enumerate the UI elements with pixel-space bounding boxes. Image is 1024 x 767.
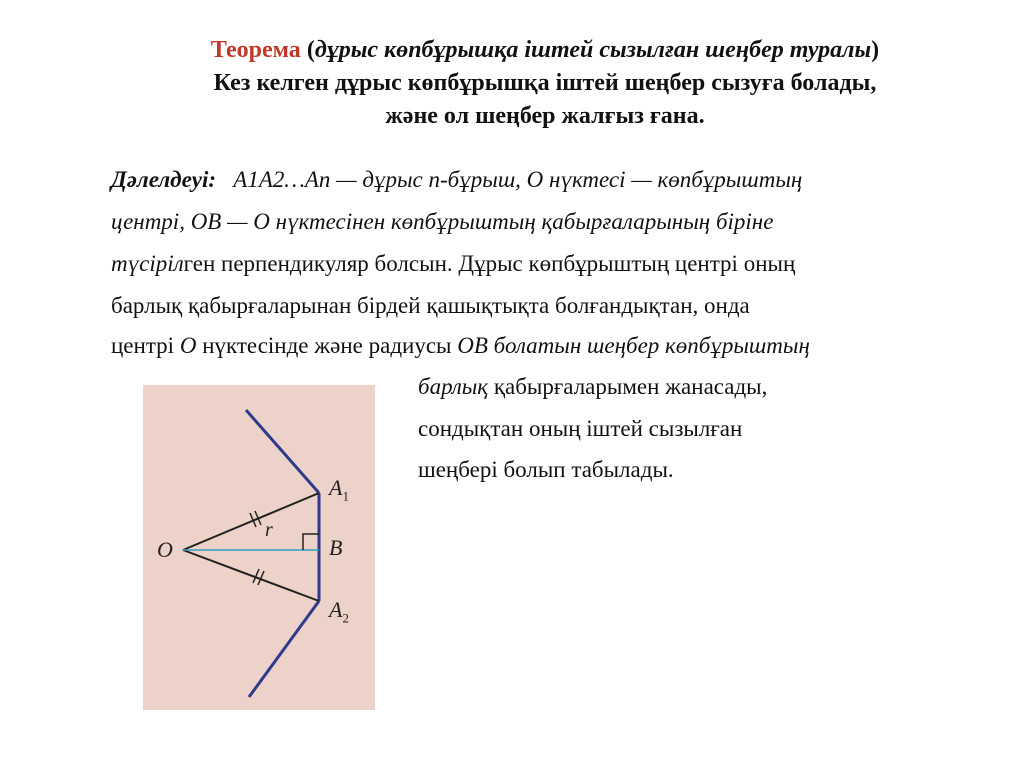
- theorem-statement-line-2: және ол шеңбер жалғыз ғана.: [385, 103, 705, 129]
- segment-oa1: [183, 493, 319, 550]
- proof-line-6-rest: қабырғаларымен жанасады,: [488, 374, 768, 399]
- proof-line-8: шеңбері болып табылады.: [418, 457, 674, 482]
- label-a1-sub: 1: [342, 488, 349, 504]
- proof-line-1-text: A1A2…An — дұрыс n-бұрыш, О нүктесі — көпбұрыштың: [233, 167, 803, 192]
- polygon-side-lower: [249, 601, 319, 697]
- proof-line-6-italic: барлық: [418, 374, 489, 399]
- proof-line-5-d: ОВ болатын шеңбер көпбұрыштың: [457, 333, 810, 358]
- proof-line-3: [111, 251, 795, 277]
- proof-line-5: [111, 333, 810, 359]
- proof-line-1: [111, 167, 802, 193]
- proof-line-2: центрі, ОВ — О нүктесінен көпбұрыштың қабырғаларының біріне: [111, 209, 774, 234]
- proof-line-6: [418, 374, 767, 400]
- label-o: O: [157, 537, 173, 562]
- segment-oa2: [183, 550, 319, 601]
- theorem-statement-line-1: Кез келген дұрыс көпбұрышқа іштей шеңбер сызуға болады,: [213, 70, 877, 96]
- proof-line-3-italic: түсіріл: [111, 251, 184, 276]
- proof-line-5-b: О: [179, 333, 197, 358]
- theorem-topic: дұрыс көпбұрышқа іштей сызылған шеңбер туралы: [314, 37, 872, 63]
- label-a2: [329, 597, 349, 626]
- polygon-side-upper: [246, 410, 319, 493]
- label-a1: [329, 475, 349, 504]
- proof-line-5-c: нүктесінде және радиусы: [196, 333, 458, 358]
- polygon-figure: [143, 385, 375, 710]
- label-a2-sub: 2: [342, 610, 349, 626]
- proof-line-3-rest: ген перпендикуляр болсын. Дұрыс көпбұрыштың центрі оның: [183, 251, 796, 276]
- right-angle-marker: [303, 534, 319, 550]
- proof-label: Дәлелдеуі:: [111, 167, 217, 192]
- label-a1-letter: A: [329, 475, 343, 500]
- theorem-word: Теорема: [210, 37, 301, 63]
- theorem-heading: Теорема (дұрыс көпбұрышқа іштей сызылған шеңбер туралы) Кез келген дұрыс көпбұрышқа іштей шеңбер сызуға болады, және ол шеңбер жалғыз ғана.: [120, 34, 970, 133]
- label-r: r: [265, 519, 273, 541]
- proof-line-7: сондықтан оның іштей сызылған: [418, 416, 743, 441]
- proof-line-5-a: центрі: [111, 333, 180, 358]
- label-b: B: [329, 535, 343, 560]
- label-a2-letter: A: [329, 597, 343, 622]
- proof-line-4: барлық қабырғаларынан бірдей қашықтықта болғандықтан, онда: [111, 293, 750, 318]
